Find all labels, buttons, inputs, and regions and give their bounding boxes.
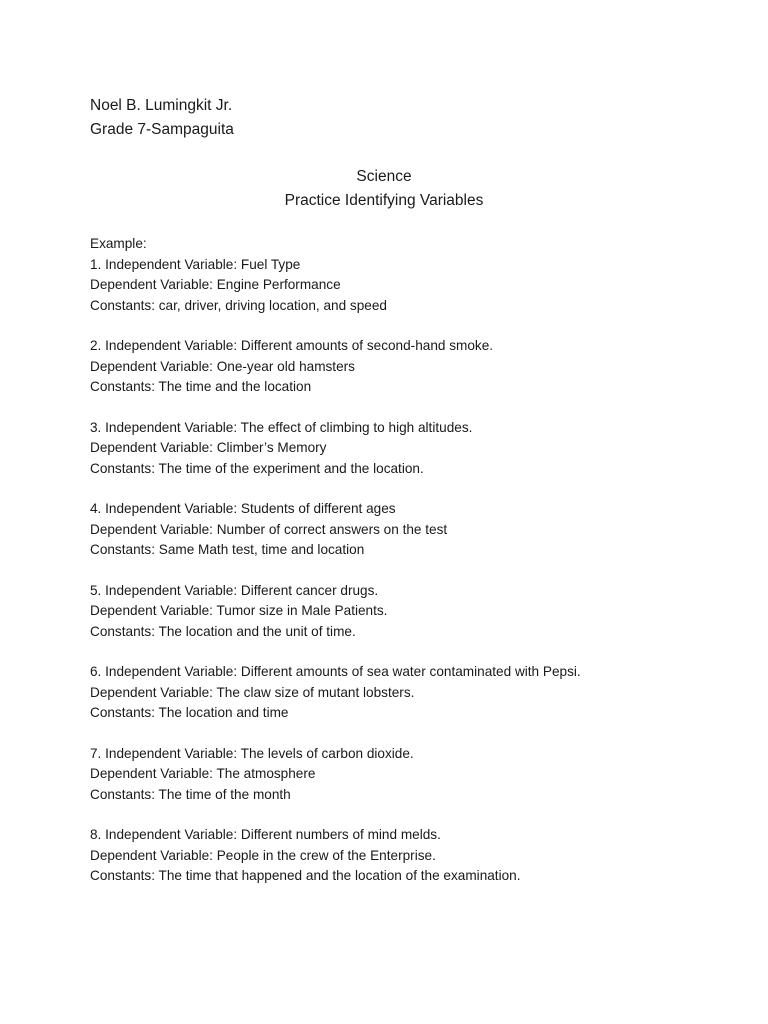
answer-item — [90, 336, 730, 398]
answer-item — [90, 418, 730, 480]
student-info — [90, 94, 234, 142]
answer-item — [90, 662, 730, 724]
independent-variable: 4. Independent Variable: Students of different ages — [90, 501, 396, 516]
constants: Constants: The location and time — [90, 705, 289, 720]
answer-item — [90, 499, 730, 561]
answer-item — [90, 744, 730, 806]
student-section: Grade 7-Sampaguita — [90, 121, 234, 138]
dependent-variable: Dependent Variable: One-year old hamsters — [90, 358, 355, 374]
independent-variable: 1. Independent Variable: Fuel Type — [90, 256, 301, 272]
subject-title: Science — [356, 168, 412, 185]
dependent-variable: Dependent Variable: People in the crew of the Enterprise. — [90, 847, 436, 863]
dependent-variable: Dependent Variable: Number of correct answers on the test — [90, 521, 448, 537]
constants: Constants: The location and the unit of time. — [90, 623, 356, 639]
answer-item — [90, 255, 730, 317]
answers-section — [90, 234, 730, 907]
constants: Constants: Same Math test, time and location — [90, 542, 365, 557]
independent-variable: 7. Independent Variable: The levels of carbon dioxide. — [90, 745, 414, 761]
answer-item — [90, 825, 730, 887]
dependent-variable: Dependent Variable: Climber’s Memory — [90, 440, 327, 455]
dependent-variable: Dependent Variable: The claw size of mutant lobsters. — [90, 684, 415, 700]
student-name: Noel B. Lumingkit Jr. — [90, 97, 233, 114]
independent-variable: 2. Independent Variable: Different amounts of second-hand smoke. — [90, 338, 494, 353]
independent-variable: 5. Independent Variable: Different cancer drugs. — [90, 582, 379, 598]
independent-variable: 6. Independent Variable: Different amounts of sea water contaminated with Pepsi. — [90, 664, 581, 679]
independent-variable: 8. Independent Variable: Different numbers of mind melds. — [90, 827, 441, 842]
dependent-variable: Dependent Variable: Tumor size in Male Patients. — [90, 603, 388, 618]
document-title — [0, 165, 768, 213]
dependent-variable: Dependent Variable: The atmosphere — [90, 766, 316, 781]
constants: Constants: The time of the experiment and the location. — [90, 460, 424, 476]
example-label: Example: — [90, 236, 147, 251]
constants: Constants: car, driver, driving location, and speed — [90, 297, 387, 313]
constants: Constants: The time that happened and the location of the examination. — [90, 868, 521, 883]
constants: Constants: The time of the month — [90, 786, 291, 802]
answer-item — [90, 581, 730, 643]
dependent-variable: Dependent Variable: Engine Performance — [90, 277, 341, 292]
worksheet-heading: Practice Identifying Variables — [284, 192, 484, 209]
independent-variable: 3. Independent Variable: The effect of climbing to high altitudes. — [90, 419, 473, 435]
constants: Constants: The time and the location — [90, 379, 312, 394]
